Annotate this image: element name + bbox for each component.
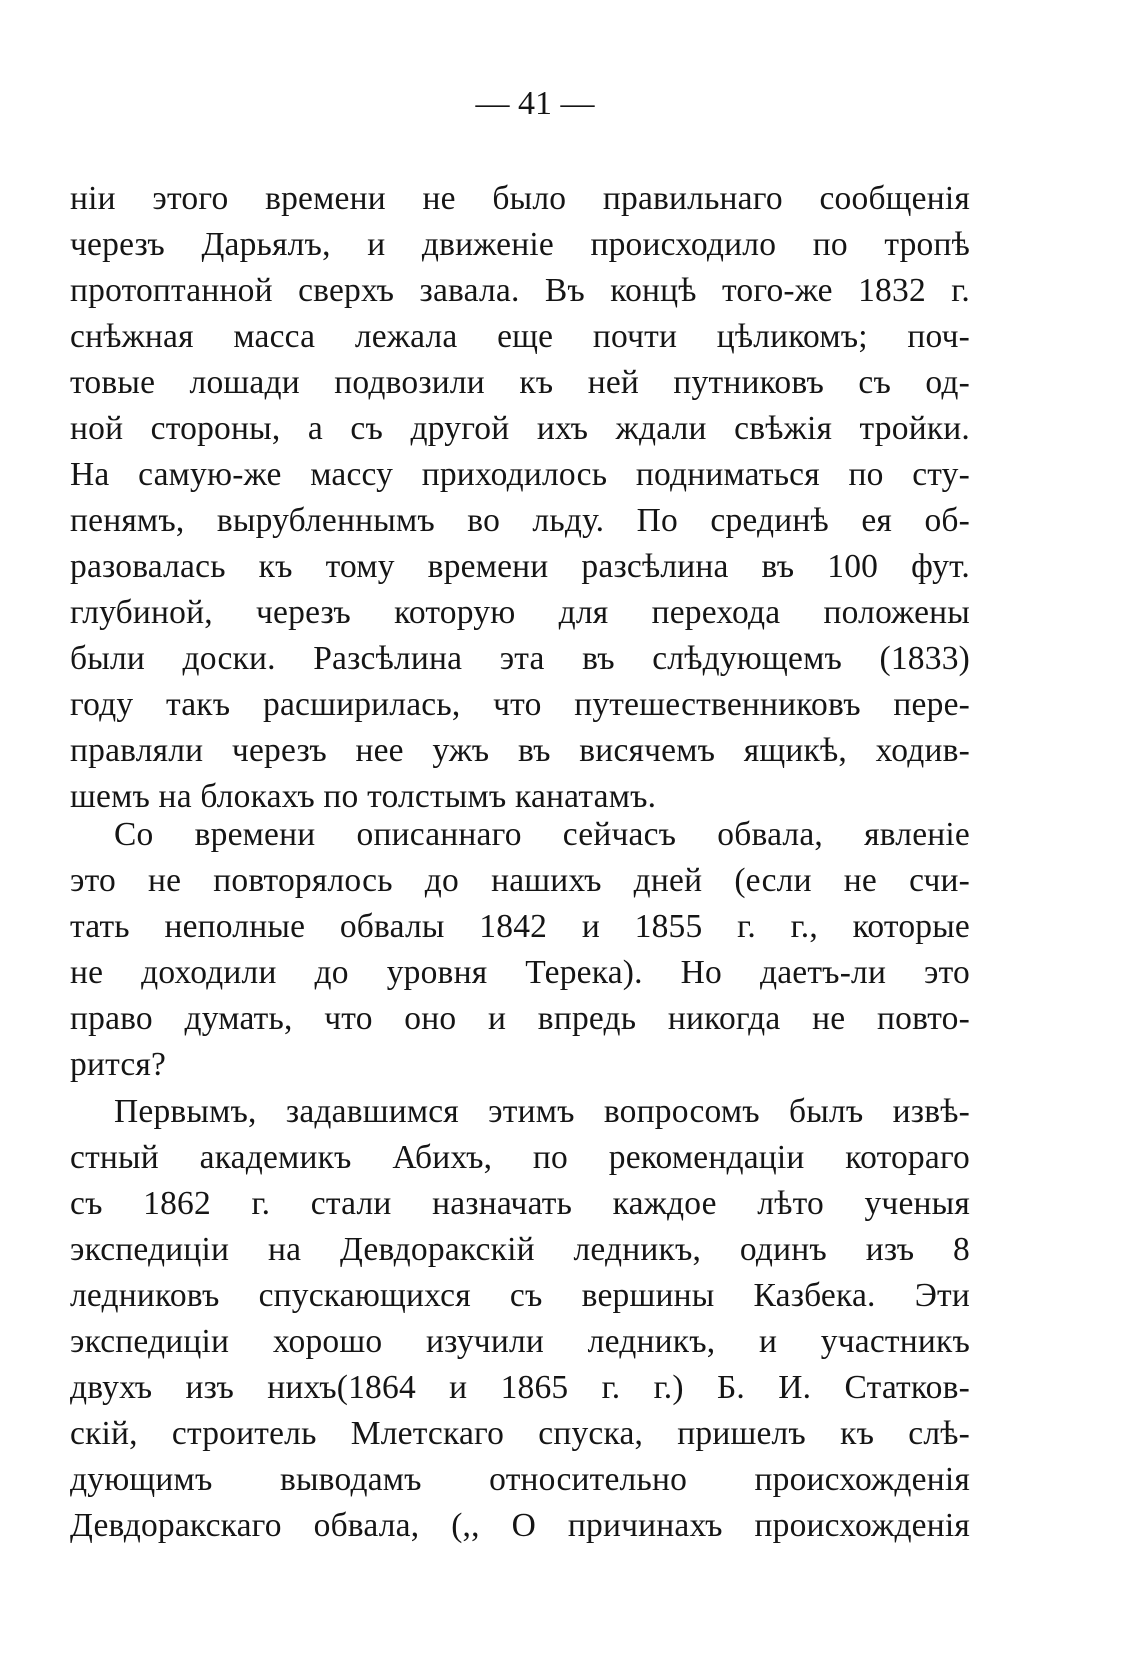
text-line: экспедицiи хорошо изучили ледникъ, и участникъ — [70, 1323, 970, 1360]
text-line: тать неполные обвалы 1842 и 1855 г. г., которые — [70, 908, 970, 945]
text-line: рится? — [70, 1046, 167, 1083]
text-line: ледниковъ спускающихся съ вершины Казбека. Эти — [70, 1277, 970, 1314]
text-line: Первымъ, задавшимся этимъ вопросомъ былъ извѣ- — [114, 1093, 970, 1130]
text-line: товые лошади подвозили къ ней путниковъ съ од- — [70, 364, 970, 401]
text-line: правляли черезъ нее ужъ въ висячемъ ящикѣ, ходив- — [70, 732, 970, 769]
text-line: съ 1862 г. стали назначать каждое лѣто ученыя — [70, 1185, 970, 1222]
text-line: глубиной, черезъ которую для перехода положены — [70, 594, 970, 631]
text-line: это не повторялось до нашихъ дней (если не счи- — [70, 862, 970, 899]
text-line: разовалась къ тому времени разсѣлина въ 100 фут. — [70, 548, 970, 585]
text-line: Со времени описаннаго сейчасъ обвала, явленiе — [114, 816, 970, 853]
paragraph-2 — [70, 812, 970, 1088]
text-line: право думать, что оно и впредь никогда не повто- — [70, 1000, 970, 1037]
text-line: стный академикъ Абихъ, по рекомендацiи котораго — [70, 1139, 970, 1176]
paragraph-1 — [70, 176, 970, 820]
text-line: ной стороны, а съ другой ихъ ждали свѣжiя тройки. — [70, 410, 970, 447]
text-line: На самую-же массу приходилось подниматься по сту- — [70, 456, 970, 493]
text-line: Девдоракскаго обвала, (,, О причинахъ происхожденiя — [70, 1507, 970, 1544]
text-line: нiи этого времени не было правильнаго сообщенiя — [70, 180, 970, 217]
text-line: черезъ Дарьялъ, и движенiе происходило по тропѣ — [70, 226, 970, 263]
text-line: снѣжная масса лежала еще почти цѣликомъ; поч- — [70, 318, 970, 355]
text-line: экспедицiи на Девдоракскiй ледникъ, одинъ изъ 8 — [70, 1231, 970, 1268]
text-line: двухъ изъ нихъ(1864 и 1865 г. г.) Б. И. Статков- — [70, 1369, 970, 1406]
paragraph-3 — [70, 1089, 970, 1549]
text-line: были доски. Разсѣлина эта въ слѣдующемъ (1833) — [70, 640, 970, 677]
text-line: дующимъ выводамъ относительно происхожденiя — [70, 1461, 970, 1498]
text-line: году такъ расширилась, что путешественниковъ пере- — [70, 686, 970, 723]
text-line: пенямъ, вырубленнымъ во льду. По срединѣ ея об- — [70, 502, 970, 539]
text-line: не доходили до уровня Терека). Но даетъ-ли это — [70, 954, 970, 991]
text-line: скiй, строитель Млетскаго спуска, пришелъ къ слѣ- — [70, 1415, 970, 1452]
page-number: — 41 — — [475, 85, 595, 122]
text-line: протоптанной сверхъ завала. Въ концѣ того-же 1832 г. — [70, 272, 970, 309]
text-line: шемъ на блокахъ по толстымъ канатамъ. — [70, 778, 657, 815]
